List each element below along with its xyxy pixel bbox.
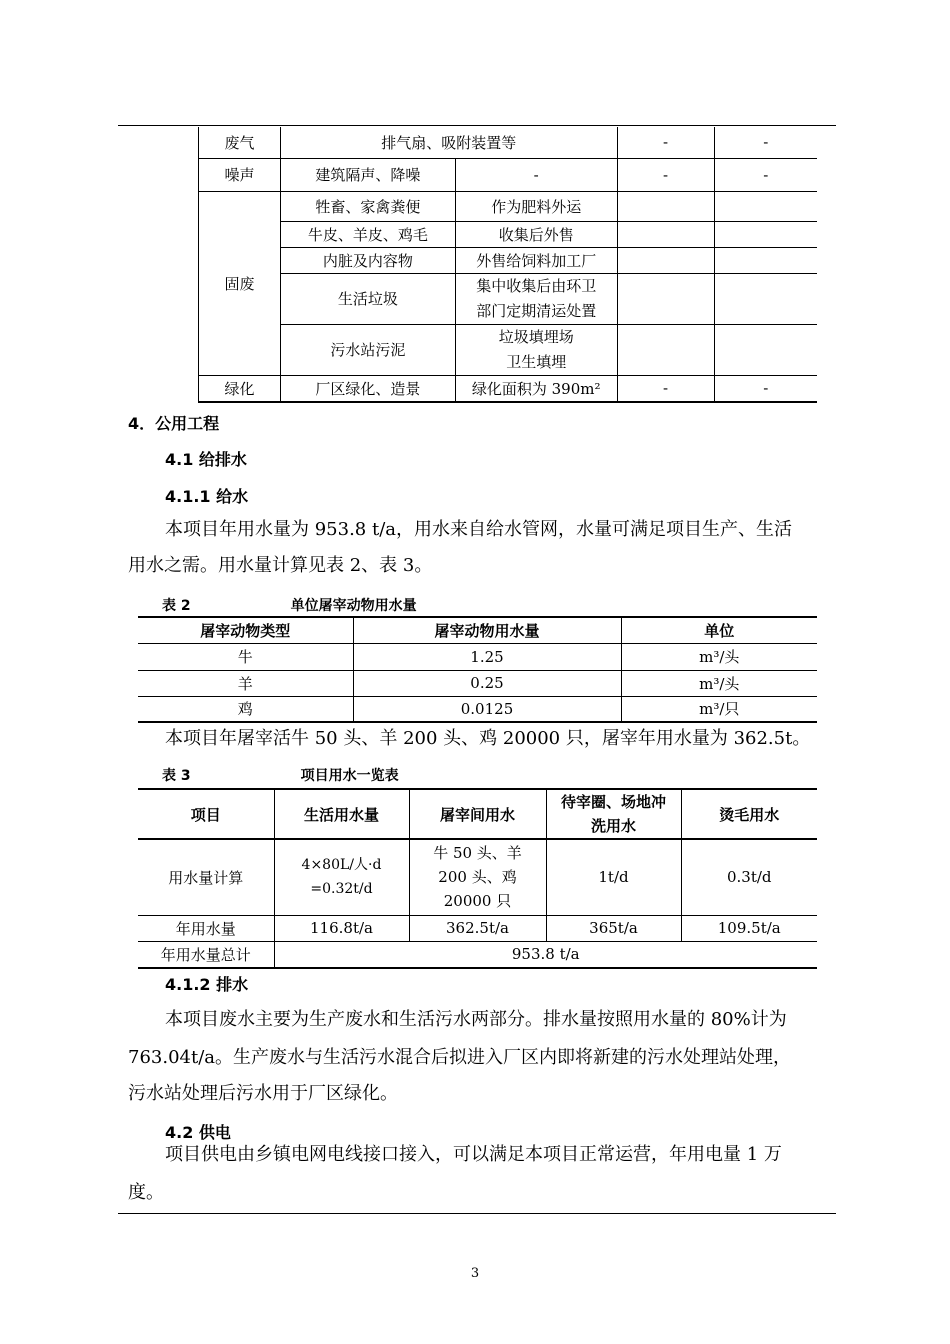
measure-cell: 生活垃圾 bbox=[280, 273, 455, 324]
table-cell: 0.0125 bbox=[353, 696, 621, 722]
effect-cell: 收集后外售 bbox=[455, 221, 617, 247]
table-cell: 0.3t/d bbox=[681, 839, 817, 915]
water-summary-table bbox=[138, 788, 817, 969]
table-cell: 109.5t/a bbox=[681, 915, 817, 941]
table-cell: 1t/d bbox=[546, 839, 681, 915]
unit-water-table bbox=[138, 616, 817, 723]
table-cell: m³/只 bbox=[621, 696, 817, 722]
measure-cell: 污水站污泥 bbox=[280, 324, 455, 375]
header-cell: 屠宰间用水 bbox=[409, 789, 546, 839]
value-cell: - bbox=[714, 375, 817, 402]
header-cell: 单位 bbox=[621, 617, 817, 643]
table-cell: 365t/a bbox=[546, 915, 681, 941]
header-cell: 项目 bbox=[138, 789, 274, 839]
top-rule bbox=[118, 125, 836, 126]
table-cell: 362.5t/a bbox=[409, 915, 546, 941]
cat-cell: 固废 bbox=[199, 191, 281, 375]
pollution-control-table bbox=[198, 127, 817, 403]
table-cell: 4×80L/人·d =0.32t/d bbox=[274, 839, 409, 915]
effect-cell: 作为肥料外运 bbox=[455, 191, 617, 221]
table-cell: 0.25 bbox=[353, 670, 621, 696]
measure-cell: 建筑隔声、降噪 bbox=[280, 158, 455, 191]
effect-cell: 垃圾填埋场 卫生填埋 bbox=[455, 324, 617, 375]
cat-cell: 绿化 bbox=[199, 375, 281, 402]
paragraph: 本项目年屠宰活牛 50 头、羊 200 头、鸡 20000 只，屠宰年用水量为 362.5t。 bbox=[165, 728, 811, 749]
value-cell: - bbox=[617, 375, 714, 402]
paragraph: 项目供电由乡镇电网电线接口接入，可以满足本项目正常运营，年用电量 1 万 bbox=[165, 1144, 782, 1165]
effect-cell: - bbox=[455, 158, 617, 191]
subsection-title: 4.1.2 排水 bbox=[165, 975, 249, 994]
cat-cell: 废气 bbox=[199, 127, 281, 158]
table-cell: 年用水量 bbox=[138, 915, 274, 941]
section-title: 4．公用工程 bbox=[128, 414, 220, 433]
paragraph: 用水之需。用水量计算见表 2、表 3。 bbox=[128, 555, 433, 576]
table-cell: 116.8t/a bbox=[274, 915, 409, 941]
effect-cell: 集中收集后由环卫 部门定期清运处置 bbox=[455, 273, 617, 324]
table-cell: 牛 bbox=[138, 643, 353, 670]
measure-cell: 厂区绿化、造景 bbox=[280, 375, 455, 402]
effect-cell: 外售给饲料加工厂 bbox=[455, 247, 617, 273]
paragraph: 本项目年用水量为 953.8 t/a，用水来自给水管网，水量可满足项目生产、生活 bbox=[165, 519, 792, 540]
table-caption: 表 3 项目用水一览表 bbox=[162, 768, 399, 784]
measure-cell: 内脏及内容物 bbox=[280, 247, 455, 273]
measure-cell: 排气扇、吸附装置等 bbox=[280, 127, 617, 158]
value-cell: - bbox=[617, 158, 714, 191]
bottom-rule bbox=[118, 1213, 836, 1214]
subsection-title: 4.1.1 给水 bbox=[165, 487, 249, 506]
table-cell: 用水量计算 bbox=[138, 839, 274, 915]
value-cell: - bbox=[714, 158, 817, 191]
table-cell: 鸡 bbox=[138, 696, 353, 722]
value-cell: - bbox=[714, 127, 817, 158]
header-cell: 烫毛用水 bbox=[681, 789, 817, 839]
table-cell: 1.25 bbox=[353, 643, 621, 670]
paragraph: 763.04t/a。生产废水与生活污水混合后拟进入厂区内即将新建的污水处理站处理， bbox=[128, 1047, 792, 1068]
paragraph: 本项目废水主要为生产废水和生活污水两部分。排水量按照用水量的 80%计为 bbox=[165, 1009, 787, 1030]
table-cell: 牛 50 头、羊 200 头、鸡 20000 只 bbox=[409, 839, 546, 915]
effect-cell: 绿化面积为 390m² bbox=[455, 375, 617, 402]
subsection-title: 4.2 供电 bbox=[165, 1123, 231, 1142]
measure-cell: 牲畜、家禽粪便 bbox=[280, 191, 455, 221]
header-cell: 屠宰动物类型 bbox=[138, 617, 353, 643]
page-number: 3 bbox=[470, 1266, 480, 1281]
header-cell: 屠宰动物用水量 bbox=[353, 617, 621, 643]
subsection-title: 4.1 给排水 bbox=[165, 450, 247, 469]
table-caption: 表 2 单位屠宰动物用水量 bbox=[162, 598, 417, 614]
header-cell: 生活用水量 bbox=[274, 789, 409, 839]
paragraph: 度。 bbox=[128, 1182, 164, 1203]
table-cell: m³/头 bbox=[621, 670, 817, 696]
table-cell: 羊 bbox=[138, 670, 353, 696]
paragraph: 污水站处理后污水用于厂区绿化。 bbox=[128, 1083, 398, 1104]
table-cell: 953.8 t/a bbox=[274, 941, 817, 968]
cat-cell: 噪声 bbox=[199, 158, 281, 191]
table-cell: m³/头 bbox=[621, 643, 817, 670]
table-cell: 年用水量总计 bbox=[138, 941, 274, 968]
measure-cell: 牛皮、羊皮、鸡毛 bbox=[280, 221, 455, 247]
header-cell: 待宰圈、场地冲 洗用水 bbox=[546, 789, 681, 839]
value-cell: - bbox=[617, 127, 714, 158]
